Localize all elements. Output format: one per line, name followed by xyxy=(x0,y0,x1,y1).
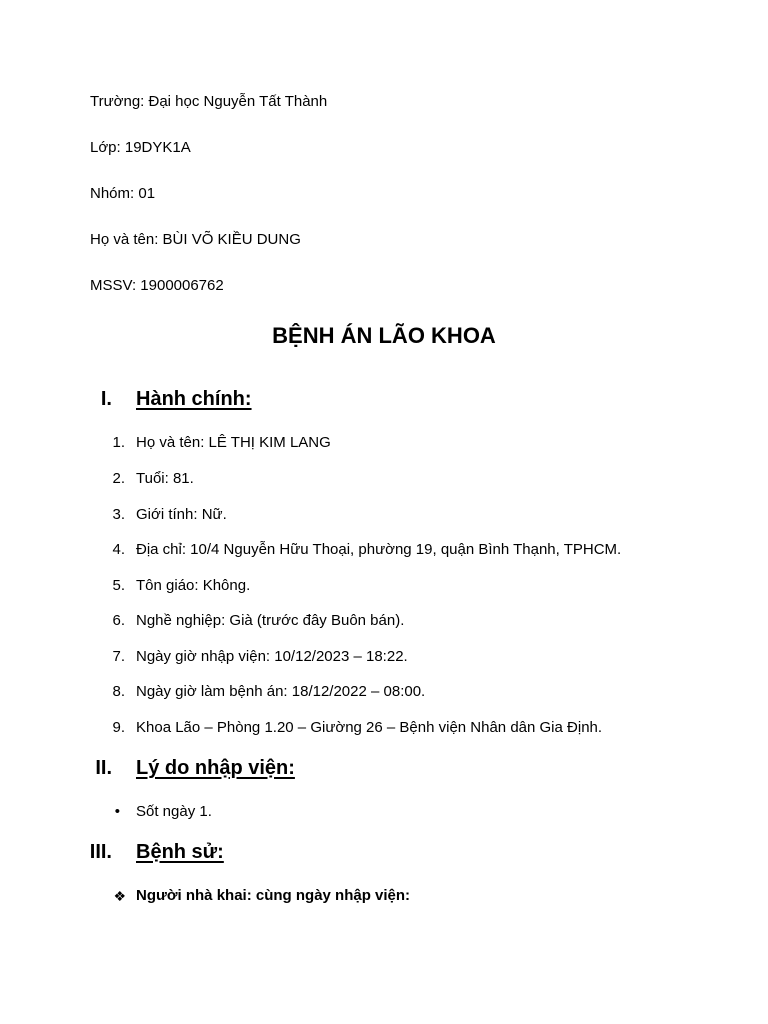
list-marker: 4. xyxy=(112,541,125,558)
list-item-text: Khoa Lão – Phòng 1.20 – Giường 26 – Bệnh viện Nhân dân Gia Định. xyxy=(136,719,603,736)
section-numeral: III. xyxy=(89,841,112,863)
list-marker: 9. xyxy=(112,719,125,736)
class-line: Lớp: 19DYK1A xyxy=(90,139,191,156)
section-heading-text: Lý do nhập viện: xyxy=(136,757,295,779)
group-line: Nhóm: 01 xyxy=(90,185,156,202)
list-marker: 2. xyxy=(112,470,125,487)
section-numeral: I. xyxy=(100,388,112,410)
list-item-text: Người nhà khai: cùng ngày nhập viện: xyxy=(136,887,411,904)
student-id-line: MSSV: 1900006762 xyxy=(90,277,224,294)
list-marker: 6. xyxy=(112,612,125,629)
list-marker: 7. xyxy=(112,648,125,665)
list-marker: 1. xyxy=(112,434,125,451)
list-item-text: Tuổi: 81. xyxy=(136,470,194,487)
list-item-text: Ngày giờ nhập viện: 10/12/2023 – 18:22. xyxy=(136,648,408,665)
list-item-text: Nghề nghiệp: Già (trước đây Buôn bán). xyxy=(136,612,405,629)
diamond-bullet-icon: ❖ xyxy=(113,888,126,904)
document-title: BỆNH ÁN LÃO KHOA xyxy=(272,323,496,348)
list-marker: 5. xyxy=(112,577,125,594)
list-item-text: Sốt ngày 1. xyxy=(136,803,212,820)
author-name-line: Họ và tên: BÙI VÕ KIỀU DUNG xyxy=(90,231,301,248)
bullet-marker: • xyxy=(114,803,120,820)
list-marker: 3. xyxy=(112,506,125,523)
list-item-text: Ngày giờ làm bệnh án: 18/12/2022 – 08:00. xyxy=(136,683,426,700)
school-line: Trường: Đại học Nguyễn Tất Thành xyxy=(90,93,328,110)
section-heading-text: Bệnh sử: xyxy=(136,841,224,863)
section-heading-text: Hành chính: xyxy=(136,388,252,410)
section-numeral: II. xyxy=(95,757,112,779)
list-item-text: Giới tính: Nữ. xyxy=(136,506,227,523)
list-item-text: Tôn giáo: Không. xyxy=(136,577,251,594)
list-item-text: Họ và tên: LÊ THỊ KIM LANG xyxy=(136,434,331,451)
list-marker: 8. xyxy=(112,683,125,700)
list-item-text: Địa chỉ: 10/4 Nguyễn Hữu Thoại, phường 19, quận Bình Thạnh, TPHCM. xyxy=(136,541,622,558)
